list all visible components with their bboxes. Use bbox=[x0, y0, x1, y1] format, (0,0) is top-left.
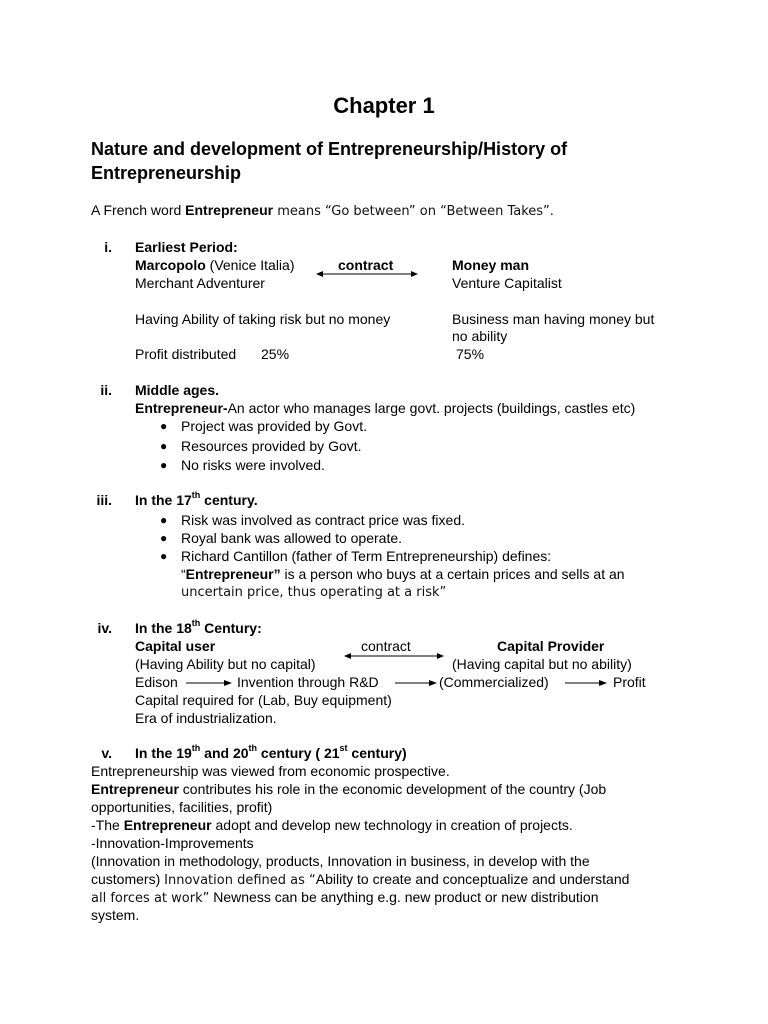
chapter-title: Chapter 1 bbox=[333, 93, 435, 118]
bullet-icon: ● bbox=[160, 549, 168, 563]
right-percent: 75% bbox=[456, 346, 485, 362]
capital-user-description: (Having Ability but no capital) bbox=[135, 656, 316, 672]
list-item: Risk was involved as contract price was fixed. bbox=[181, 512, 465, 528]
arrow-right-icon bbox=[565, 679, 607, 687]
profit-distributed-label: Profit distributed bbox=[135, 346, 237, 362]
capital-provider-description: (Having capital but no ability) bbox=[452, 656, 632, 672]
section-iv-numeral: iv. bbox=[97, 620, 112, 636]
section-v-numeral: v. bbox=[101, 745, 112, 761]
marcopolo-label: Marcopolo (Venice Italia) bbox=[135, 257, 295, 273]
contract-label-i: contract bbox=[338, 257, 394, 273]
left-ability-text: Having Ability of taking risk but no money bbox=[135, 311, 391, 327]
list-item: Royal bank was allowed to operate. bbox=[181, 530, 403, 546]
section-iii-title: In the 17th century. bbox=[135, 490, 258, 508]
section-v-line-1: Entrepreneurship was viewed from economic prospective. bbox=[91, 763, 450, 779]
left-percent: 25% bbox=[261, 346, 290, 362]
section-v-line-7: customers) Innovation defined as “Ability to create and conceptualize and understand bbox=[91, 871, 630, 888]
flow-step-edison: Edison bbox=[135, 674, 178, 690]
bullet-icon: ● bbox=[160, 439, 168, 453]
venture-capitalist-label: Venture Capitalist bbox=[452, 275, 562, 291]
capital-provider-label: Capital Provider bbox=[497, 638, 605, 654]
section-i-numeral: i. bbox=[104, 239, 112, 255]
list-item: Resources provided by Govt. bbox=[181, 438, 362, 454]
flow-step-invention: Invention through R&D bbox=[237, 674, 379, 690]
bullet-icon: ● bbox=[160, 458, 168, 472]
section-v-line-5: -Innovation-Improvements bbox=[91, 835, 254, 851]
intro-paragraph: A French word Entrepreneur means “Go between” on “Between Takes”. bbox=[91, 202, 554, 219]
section-v-line-3: opportunities, facilities, profit) bbox=[91, 799, 273, 815]
section-v-line-6: (Innovation in methodology, products, Innovation in business, in develop with the bbox=[91, 853, 590, 869]
arrow-right-icon bbox=[186, 679, 232, 687]
flow-step-profit: Profit bbox=[613, 674, 646, 690]
bullet-icon: ● bbox=[160, 419, 168, 433]
right-ability-text-2: no ability bbox=[452, 328, 508, 344]
merchant-adventurer-label: Merchant Adventurer bbox=[135, 275, 265, 291]
section-iii-numeral: iii. bbox=[96, 492, 112, 508]
capital-required-text: Capital required for (Lab, Buy equipment) bbox=[135, 692, 392, 708]
section-v-title: In the 19th and 20th century ( 21st century) bbox=[135, 743, 407, 761]
cantillon-quote-line-2: uncertain price, thus operating at a risk” bbox=[181, 585, 447, 600]
section-i-title: Earliest Period: bbox=[135, 239, 238, 255]
section-v-line-4: -The Entrepreneur adopt and develop new technology in creation of projects. bbox=[91, 817, 573, 833]
flow-step-commercialized: (Commercialized) bbox=[439, 674, 549, 690]
double-arrow-icon bbox=[344, 652, 444, 660]
cantillon-quote-line-1: “Entrepreneur” is a person who buys at a certain prices and sells at an bbox=[181, 566, 625, 582]
capital-user-label: Capital user bbox=[135, 638, 216, 654]
section-v-line-2: Entrepreneur contributes his role in the economic development of the country (Job bbox=[91, 781, 607, 797]
section-heading-line-1: Nature and development of Entrepreneurship/History of bbox=[91, 139, 568, 159]
arrow-right-icon bbox=[395, 679, 437, 687]
list-item: Project was provided by Govt. bbox=[181, 418, 367, 434]
section-v-line-8: all forces at work” Newness can be anything e.g. new product or new distribution bbox=[91, 889, 599, 906]
section-ii-numeral: ii. bbox=[100, 382, 112, 398]
contract-label-iv: contract bbox=[361, 638, 411, 654]
money-man-label: Money man bbox=[452, 257, 530, 273]
section-heading-line-2: Entrepreneurship bbox=[91, 163, 242, 183]
bullet-icon: ● bbox=[160, 513, 168, 527]
middle-ages-definition: Entrepreneur-An actor who manages large govt. projects (buildings, castles etc) bbox=[135, 400, 636, 416]
double-arrow-icon bbox=[316, 270, 418, 278]
era-text: Era of industrialization. bbox=[135, 710, 277, 726]
section-iv-title: In the 18th Century: bbox=[135, 618, 262, 636]
bullet-icon: ● bbox=[160, 531, 168, 545]
right-ability-text-1: Business man having money but bbox=[452, 311, 655, 327]
list-item: Richard Cantillon (father of Term Entrepreneurship) defines: bbox=[181, 548, 552, 564]
section-ii-title: Middle ages. bbox=[135, 382, 220, 398]
section-v-line-9: system. bbox=[91, 907, 140, 923]
list-item: No risks were involved. bbox=[181, 457, 325, 473]
